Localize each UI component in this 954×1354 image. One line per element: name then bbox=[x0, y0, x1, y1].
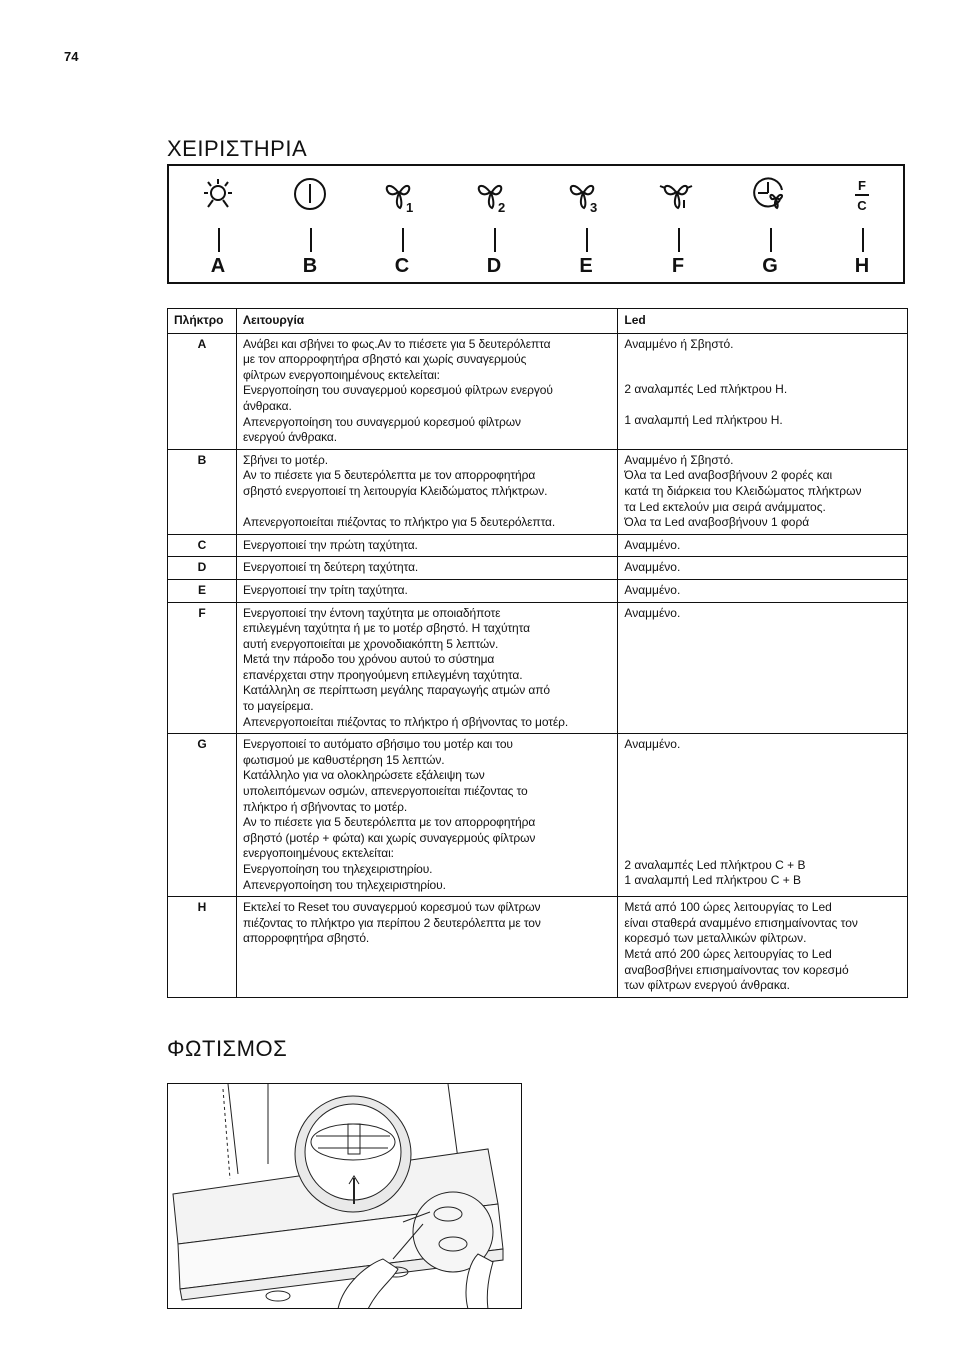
led-text-line: 2 αναλαμπές Led πλήκτρου C + B bbox=[624, 857, 806, 872]
function-text-line: άνθρακα. bbox=[242, 398, 292, 413]
page-number: 74 bbox=[64, 49, 79, 64]
light-bulb-icon bbox=[196, 176, 240, 216]
header-key: Πλήκτρο bbox=[168, 309, 237, 334]
row-function bbox=[236, 579, 617, 602]
led-text-line: 1 αναλαμπή Led πλήκτρου C + B bbox=[624, 873, 802, 888]
function-text-line: Απενεργοποιείται πιέζοντας το πλήκτρο για 5 δευτερόλεπτα. bbox=[242, 514, 556, 529]
led-text-line: 2 αναλαμπές Led πλήκτρου H. bbox=[624, 382, 788, 397]
timer-fan-icon bbox=[748, 176, 792, 216]
row-function bbox=[236, 897, 617, 998]
key-c[interactable] bbox=[357, 166, 447, 282]
key-e-pointer bbox=[586, 228, 588, 252]
function-text-line: επιλεγμένη ταχύτητα ή με το μοτέρ σβηστό. Η ταχύτητα bbox=[242, 621, 530, 636]
function-text-line: υπολειπόμενων οσμών, απενεργοποιείται πιέζοντας το bbox=[242, 784, 528, 799]
row-led bbox=[618, 333, 908, 449]
function-text-line: Κατάλληλη σε περίπτωση μεγάλης παραγωγής ατμών από bbox=[242, 683, 550, 698]
function-text-line: σβηστό ενεργοποιεί τη λειτουργία Κλειδώματος πλήκτρων. bbox=[242, 483, 548, 498]
function-text-line: Ενεργοποιεί την τρίτη ταχύτητα. bbox=[242, 582, 408, 597]
table-row bbox=[168, 333, 908, 449]
led-text-line: Αναμμένο. bbox=[624, 737, 681, 752]
led-text-line: τα Led εκτελούν μια σειρά ανάμματος. bbox=[624, 499, 826, 514]
function-text-line: Απενεργοποιείται πιέζοντας το πλήκτρο ή σβήνοντας το μοτέρ. bbox=[242, 714, 569, 729]
key-e[interactable] bbox=[541, 166, 631, 282]
function-text-line: πιέζοντας το πλήκτρο για περίπου 2 δευτερόλεπτα με τον bbox=[242, 915, 541, 930]
table-row bbox=[168, 734, 908, 897]
key-e-letter: E bbox=[579, 255, 593, 277]
key-d-pointer bbox=[494, 228, 496, 252]
function-text-line: Σβήνει το μοτέρ. bbox=[242, 452, 328, 467]
function-text-line: Αν το πιέσετε για 5 δευτερόλεπτα με τον απορροφητήρα bbox=[242, 468, 536, 483]
row-key: F bbox=[168, 602, 237, 734]
table-row bbox=[168, 602, 908, 734]
row-key: A bbox=[168, 333, 237, 449]
row-led bbox=[618, 579, 908, 602]
key-d[interactable] bbox=[449, 166, 539, 282]
function-text-line: ενεργού άνθρακα. bbox=[242, 430, 337, 445]
header-led: Led bbox=[618, 309, 908, 334]
function-text-line: Μετά την πάροδο του χρόνου αυτού το σύστημα bbox=[242, 652, 495, 667]
led-text-line: Όλα τα Led αναβοσβήνουν 1 φορά bbox=[624, 515, 810, 530]
function-text-line: Ενεργοποιεί τη δεύτερη ταχύτητα. bbox=[242, 560, 419, 575]
led-text-line: Αναμμένο. bbox=[624, 582, 681, 597]
key-g[interactable] bbox=[725, 166, 815, 282]
led-text-line: κατά τη διάρκεια του Κλειδώματος πλήκτρων bbox=[624, 483, 862, 498]
led-text-line: Μετά από 100 ώρες λειτουργίας το Led bbox=[624, 900, 832, 915]
led-text-line: 1 αναλαμπή Led πλήκτρου H. bbox=[624, 412, 783, 427]
function-text-line: Ενεργοποίηση του συναγερμού κορεσμού φίλτρων ενεργού bbox=[242, 383, 553, 398]
key-f-letter: F bbox=[671, 255, 685, 277]
table-row bbox=[168, 897, 908, 998]
table-row bbox=[168, 557, 908, 580]
key-g-pointer bbox=[770, 228, 772, 252]
row-function bbox=[236, 333, 617, 449]
fan-speed-2-icon bbox=[472, 176, 516, 216]
function-text-line: Ενεργοποιεί το αυτόματο σβήσιμο του μοτέρ και του bbox=[242, 737, 513, 752]
table-row bbox=[168, 534, 908, 557]
svg-text:1: 1 bbox=[406, 200, 414, 215]
function-text-line: Αν το πιέσετε για 5 δευτερόλεπτα με τον απορροφητήρα bbox=[242, 815, 536, 830]
row-function bbox=[236, 557, 617, 580]
function-text-line: Ενεργοποιεί την πρώτη ταχύτητα. bbox=[242, 537, 418, 552]
fan-speed-3-icon bbox=[564, 176, 608, 216]
led-text-line: κορεσμό των μεταλλικών φίλτρων. bbox=[624, 931, 807, 946]
row-function bbox=[236, 602, 617, 734]
key-h[interactable] bbox=[817, 166, 907, 282]
table-row bbox=[168, 449, 908, 534]
function-text-line: Ανάβει και σβήνει το φως.Αν το πιέσετε για 5 δευτερόλεπτα bbox=[242, 336, 551, 351]
function-text-line: φίλτρων ενεργοποιημένους εκτελείται: bbox=[242, 367, 440, 382]
led-text-line: Μετά από 200 ώρες λειτουργίας το Led bbox=[624, 946, 832, 961]
lighting-illustration bbox=[167, 1083, 522, 1309]
row-function bbox=[236, 734, 617, 897]
controls-table bbox=[167, 308, 908, 998]
function-text-line: Ενεργοποιεί την έντονη ταχύτητα με οποιαδήποτε bbox=[242, 605, 501, 620]
function-text-line: Ενεργοποίηση του τηλεχειριστηρίου. bbox=[242, 862, 433, 876]
fan-speed-1-icon bbox=[380, 176, 424, 216]
row-led bbox=[618, 602, 908, 734]
function-text-line: απορροφητήρα σβηστό. bbox=[242, 931, 370, 946]
control-panel-diagram bbox=[167, 164, 905, 284]
key-b-pointer bbox=[310, 228, 312, 252]
key-h-letter: H bbox=[854, 255, 870, 277]
controls-section-title: ΧΕΙΡΙΣΤΗΡΙΑ bbox=[167, 136, 308, 161]
row-key: E bbox=[168, 579, 237, 602]
led-text-line: Αναμμένο. bbox=[624, 605, 681, 620]
key-a-letter: A bbox=[210, 255, 226, 277]
table-header-row bbox=[168, 309, 908, 334]
function-text-line: σβηστό (μοτέρ + φώτα) και χωρίς συναγερμούς φίλτρων bbox=[242, 830, 536, 845]
led-text-line: αναβοσβήνει επισημαίνοντας τον κορεσμό bbox=[624, 962, 849, 977]
function-text-line: Απενεργοποίηση του συναγερμού κορεσμού φίλτρων bbox=[242, 414, 521, 429]
function-text-line: Απενεργοποίηση του τηλεχειριστηρίου. bbox=[242, 877, 446, 892]
led-text-line: Αναμμένο ή Σβηστό. bbox=[624, 336, 734, 351]
key-a[interactable] bbox=[173, 166, 263, 282]
led-text-line: Αναμμένο ή Σβηστό. bbox=[624, 452, 734, 467]
key-c-letter: C bbox=[394, 255, 410, 277]
row-led bbox=[618, 897, 908, 998]
svg-text:F: F bbox=[858, 178, 866, 193]
key-d-letter: D bbox=[486, 255, 502, 277]
row-key: D bbox=[168, 557, 237, 580]
key-a-pointer bbox=[218, 228, 220, 252]
function-text-line: Κατάλληλο για να ολοκληρώσετε εξάλειψη των bbox=[242, 768, 485, 783]
filter-reset-icon bbox=[840, 176, 884, 216]
svg-text:3: 3 bbox=[590, 200, 598, 215]
svg-text:C: C bbox=[857, 198, 867, 213]
row-function bbox=[236, 449, 617, 534]
row-key: H bbox=[168, 897, 237, 998]
function-text-line: ενεργοποιημένους εκτελείται: bbox=[242, 846, 394, 861]
lighting-section-title: ΦΩΤΙΣΜΟΣ bbox=[167, 1036, 288, 1061]
row-led bbox=[618, 557, 908, 580]
key-b-letter: B bbox=[302, 255, 318, 277]
function-text-line: αυτή ενεργοποιείται με χρονοδιακόπτη 5 λεπτών. bbox=[242, 636, 499, 651]
function-text-line: Εκτελεί το Reset του συναγερμού κορεσμού των φίλτρων bbox=[242, 900, 541, 915]
row-led bbox=[618, 534, 908, 557]
svg-text:2: 2 bbox=[498, 200, 506, 215]
key-c-pointer bbox=[402, 228, 404, 252]
led-text-line: των φίλτρων ενεργού άνθρακα. bbox=[624, 978, 790, 993]
function-text-line: φωτισμού με καθυστέρηση 15 λεπτών. bbox=[242, 752, 445, 767]
key-b[interactable] bbox=[265, 166, 355, 282]
key-f[interactable] bbox=[633, 166, 723, 282]
header-function: Λειτουργία bbox=[236, 309, 617, 334]
led-text-line: Αναμμένο. bbox=[624, 537, 681, 552]
led-text-line: είναι σταθερά αναμμένο επισημαίνοντας τον bbox=[624, 915, 858, 930]
row-led bbox=[618, 449, 908, 534]
row-key: B bbox=[168, 449, 237, 534]
row-function bbox=[236, 534, 617, 557]
function-text-line: πλήκτρο ή σβήνοντας το μοτέρ. bbox=[242, 799, 408, 814]
fan-intensive-icon bbox=[656, 176, 700, 216]
led-text-line: Όλα τα Led αναβοσβήνουν 2 φορές και bbox=[624, 468, 833, 483]
key-g-letter: G bbox=[762, 255, 778, 277]
row-led bbox=[618, 734, 908, 897]
function-text-line: με τον απορροφητήρα σβηστό και χωρίς συναγερμούς bbox=[242, 352, 527, 367]
row-key: C bbox=[168, 534, 237, 557]
table-row bbox=[168, 579, 908, 602]
key-f-pointer bbox=[678, 228, 680, 252]
function-text-line: το μαγείρεμα. bbox=[242, 699, 314, 714]
row-key: G bbox=[168, 734, 237, 897]
led-text-line: Αναμμένο. bbox=[624, 560, 681, 575]
key-h-pointer bbox=[862, 228, 864, 252]
hood-lamp-replacement-drawing bbox=[168, 1084, 522, 1309]
function-text-line: επανέρχεται στην προηγούμενη επιλεγμένη ταχύτητα. bbox=[242, 667, 523, 682]
power-icon bbox=[288, 176, 332, 216]
